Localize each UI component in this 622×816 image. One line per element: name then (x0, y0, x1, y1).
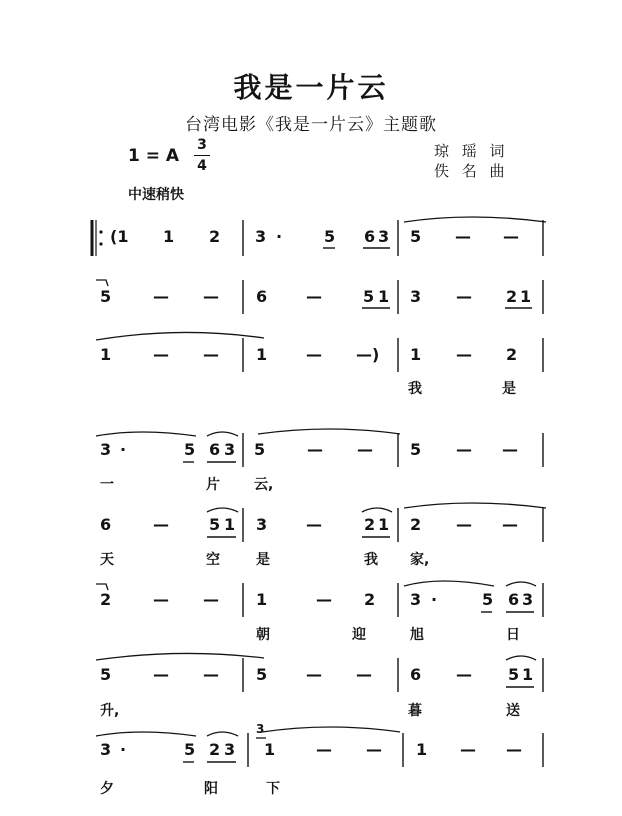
note: 1 (520, 287, 532, 306)
note: 1 (522, 665, 534, 684)
dash: — (306, 515, 322, 534)
note: 3 (100, 440, 112, 459)
lyric: 家, (410, 552, 430, 568)
note: 3 (256, 515, 268, 534)
lyric: 一 (100, 477, 114, 493)
note: 5 (482, 590, 494, 609)
lyric: 下 (266, 781, 280, 797)
note: 2 (100, 590, 112, 609)
tie-continuation (96, 280, 108, 286)
note: 1 (163, 227, 175, 246)
tie (404, 581, 494, 586)
note: 3 (100, 740, 112, 759)
dash: — (456, 440, 472, 459)
dash: — (153, 345, 169, 364)
note: 3 (522, 590, 534, 609)
lyric: 日 (506, 627, 520, 643)
dash: — (456, 515, 472, 534)
note: 2 (364, 515, 376, 534)
repeat-start-sign (92, 220, 103, 256)
note: (1 (110, 227, 129, 246)
tie (404, 503, 546, 508)
dash: — (306, 287, 322, 306)
song-title: 我是一片云 (233, 71, 389, 104)
dash: — (460, 740, 476, 759)
tie (96, 653, 264, 660)
dash: — (306, 345, 322, 364)
dash: — (503, 227, 519, 246)
dash: — (306, 665, 322, 684)
lyric: 是 (256, 552, 270, 568)
slur (506, 582, 536, 586)
dash: — (153, 590, 169, 609)
slur (506, 656, 536, 660)
dot: · (431, 590, 438, 609)
dash: — (153, 515, 169, 534)
lyric: 云, (254, 477, 274, 493)
dash: — (456, 287, 472, 306)
note: 5 (410, 227, 422, 246)
note: 1 (264, 740, 276, 759)
note: 2 (410, 515, 422, 534)
lyric: 阳 (204, 781, 218, 797)
lyricist-credit: 琼 瑶 词 (434, 142, 509, 160)
slur (207, 508, 238, 512)
note: 6 (100, 515, 112, 534)
dash: — (316, 740, 332, 759)
note: 1 (224, 515, 236, 534)
note: 2 (209, 740, 221, 759)
dash: — (153, 665, 169, 684)
note: 3 (255, 227, 267, 246)
dash: — (502, 515, 518, 534)
dot: · (120, 440, 127, 459)
note: 5 (100, 287, 112, 306)
lyric: 我 (408, 381, 422, 397)
dash: — (203, 345, 219, 364)
dash: — (455, 227, 471, 246)
note: 3 (224, 740, 236, 759)
note: 1 (378, 515, 390, 534)
note: 2 (506, 345, 518, 364)
lyric: 我 (364, 552, 378, 568)
time-signature-bottom: 4 (197, 158, 207, 174)
note: 1 (256, 590, 268, 609)
dash: — (307, 440, 323, 459)
note: 3 (410, 590, 422, 609)
note: 3 (410, 287, 422, 306)
lyric: 片 (206, 477, 220, 493)
time-change-top: 3 (256, 722, 265, 736)
lyric: 升, (100, 703, 120, 719)
note: 3 (224, 440, 236, 459)
song-subtitle: 台湾电影《我是一片云》主题歌 (185, 115, 437, 135)
dash: — (203, 590, 219, 609)
tie (258, 429, 400, 434)
note: 2 (364, 590, 376, 609)
tie-continuation (96, 584, 108, 590)
note: 6 (364, 227, 376, 246)
dash: — (316, 590, 332, 609)
tie (262, 727, 400, 732)
dash: — (203, 287, 219, 306)
note: 5 (256, 665, 268, 684)
slur (207, 732, 238, 736)
note: 5 (184, 740, 196, 759)
note: 5 (254, 440, 266, 459)
dash: — (506, 740, 522, 759)
lyric: 送 (506, 703, 520, 719)
note: 2 (209, 227, 221, 246)
note: 6 (508, 590, 520, 609)
note: 1 (100, 345, 112, 364)
lyric: 迎 (352, 627, 366, 643)
dash: — (357, 440, 373, 459)
note: 6 (410, 665, 422, 684)
note: 5 (508, 665, 520, 684)
note: 5 (184, 440, 196, 459)
dash: — (456, 345, 472, 364)
note: 1 (416, 740, 428, 759)
note: 5 (363, 287, 375, 306)
lyric: 旭 (410, 627, 424, 643)
note: 1 (410, 345, 422, 364)
tie (96, 332, 264, 340)
note: 2 (506, 287, 518, 306)
note: 5 (100, 665, 112, 684)
lyric: 空 (206, 552, 220, 568)
tempo-marking: 中速稍快 (128, 187, 184, 203)
tie (404, 217, 546, 222)
tie (96, 432, 196, 436)
lyric: 天 (100, 552, 114, 568)
composer-credit: 佚 名 曲 (434, 162, 509, 180)
time-signature-top: 3 (197, 137, 207, 153)
slur (362, 508, 392, 512)
key-signature: 1 = A (128, 146, 180, 166)
note: 6 (256, 287, 268, 306)
note: 3 (378, 227, 390, 246)
slur (207, 432, 238, 436)
note: 5 (410, 440, 422, 459)
dash: — (366, 740, 382, 759)
note: 1 (256, 345, 268, 364)
dot: · (276, 227, 283, 246)
lyric: 暮 (408, 703, 422, 719)
lyric: 夕 (100, 781, 114, 797)
tie (96, 732, 196, 736)
note: 6 (209, 440, 221, 459)
dash: — (153, 287, 169, 306)
note: 5 (324, 227, 336, 246)
dash: —) (356, 345, 380, 364)
dash: — (203, 665, 219, 684)
lyric: 朝 (256, 627, 270, 643)
note: 1 (378, 287, 390, 306)
dot: · (120, 740, 127, 759)
lyric: 是 (502, 381, 516, 397)
dash: — (456, 665, 472, 684)
dash: — (356, 665, 372, 684)
note: 5 (209, 515, 221, 534)
dash: — (502, 440, 518, 459)
